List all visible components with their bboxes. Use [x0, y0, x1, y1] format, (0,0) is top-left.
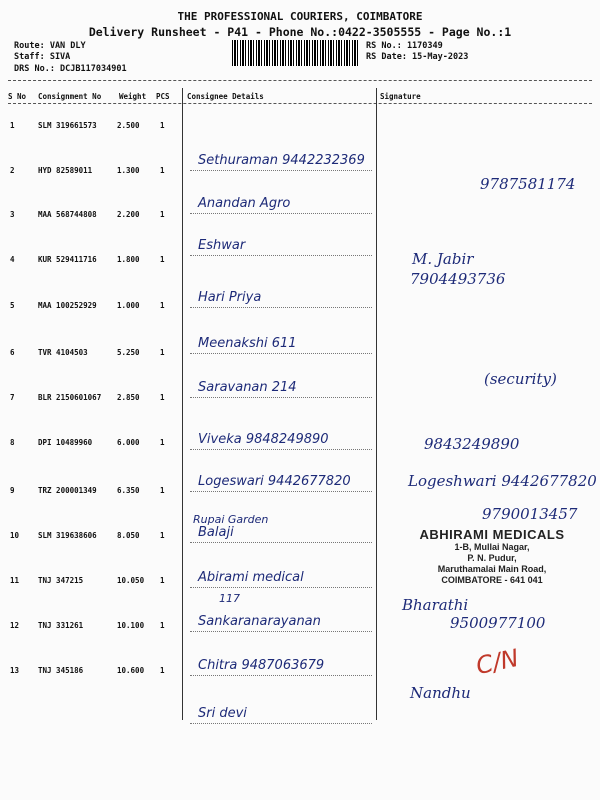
row-weight: 10.600 — [117, 666, 145, 675]
row-pcs: 1 — [160, 301, 165, 310]
shop-stamp — [392, 527, 592, 587]
consignee-underline — [190, 255, 372, 256]
row-signature: M. Jabir — [412, 250, 474, 268]
row-sno: 5 — [10, 301, 15, 310]
row-sno: 13 — [10, 666, 20, 675]
row-pcs: 1 — [160, 621, 165, 630]
row-sno: 4 — [10, 255, 15, 264]
row-consignment-no: BLR 2150601067 — [38, 393, 102, 402]
row-consignee: Abirami medical — [198, 570, 304, 585]
row-pcs: 1 — [160, 576, 165, 585]
row-pcs: 1 — [160, 166, 165, 175]
row-sno: 2 — [10, 166, 15, 175]
row-weight: 1.300 — [117, 166, 140, 175]
row-signature: Bharathi — [402, 596, 469, 614]
consignee-underline — [190, 723, 372, 724]
row-weight: 8.050 — [117, 531, 140, 540]
row-weight: 10.050 — [117, 576, 145, 585]
row-consignee: Balaji — [198, 525, 234, 540]
drs-label: DRS No.: DCJB117034901 — [14, 64, 127, 74]
row-pcs: 1 — [160, 121, 165, 130]
row9-address-note: Rupai Garden — [193, 513, 269, 526]
row-consignment-no: TNJ 345186 — [38, 666, 84, 675]
consignee-underline — [190, 449, 372, 450]
row-sno: 7 — [10, 393, 15, 402]
row-weight: 2.500 — [117, 121, 140, 130]
row-weight: 2.200 — [117, 210, 140, 219]
row-consignee: Logeswari 9442677820 — [198, 474, 351, 489]
row-consignment-no: DPI 10489960 — [38, 438, 93, 447]
stamp-line-4: COIMBATORE - 641 041 — [441, 575, 543, 585]
consignee-underline — [190, 542, 372, 543]
row-consignment-no: MAA 568744808 — [38, 210, 97, 219]
rs-number: RS No.: 1170349 — [366, 41, 443, 51]
company-title: THE PROFESSIONAL COURIERS, COIMBATORE — [177, 10, 423, 23]
row-consignment-no: KUR 529411716 — [38, 255, 97, 264]
row-consignment-no: TNJ 331261 — [38, 621, 84, 630]
row-sno: 12 — [10, 621, 20, 630]
row-sno: 9 — [10, 486, 15, 495]
row-pcs: 1 — [160, 666, 165, 675]
col-weight: Weight — [119, 92, 147, 101]
row-consignment-no: TRZ 200001349 — [38, 486, 97, 495]
row-sno: 6 — [10, 348, 15, 357]
row-signature: 9500977100 — [450, 614, 546, 632]
stamp-line-3: Maruthamalai Main Road, — [437, 564, 547, 574]
row-signature: 9790013457 — [482, 505, 578, 523]
row-signature: 7904493736 — [410, 270, 506, 288]
col-sno: S No — [8, 92, 27, 101]
row-weight: 2.850 — [117, 393, 140, 402]
consignee-underline — [190, 353, 372, 354]
row-consignment-no: SLM 319638606 — [38, 531, 97, 540]
stamp-line-1: 1-B, Mullai Nagar, — [454, 542, 530, 552]
consignee-underline — [190, 397, 372, 398]
row-weight: 10.100 — [117, 621, 145, 630]
row-consignment-no: HYD 82589011 — [38, 166, 93, 175]
row-consignment-no: MAA 100252929 — [38, 301, 97, 310]
row-signature: Nandhu — [410, 684, 471, 702]
row-signature: 9787581174 — [480, 175, 576, 193]
row11-number-note: 117 — [219, 592, 240, 605]
row-consignment-no: SLM 319661573 — [38, 121, 97, 130]
row-consignee: Sethuraman 9442232369 — [198, 153, 365, 168]
consignee-underline — [190, 587, 372, 588]
row-consignee: Eshwar — [198, 238, 246, 253]
row-consignment-no: TVR 4104503 — [38, 348, 88, 357]
row-consignee: Hari Priya — [198, 290, 262, 305]
row-pcs: 1 — [160, 486, 165, 495]
consignee-underline — [190, 631, 372, 632]
consignee-underline — [190, 213, 372, 214]
cn-annotation: C/N — [473, 643, 522, 681]
row-weight: 1.000 — [117, 301, 140, 310]
consignee-underline — [190, 491, 372, 492]
consignee-underline — [190, 675, 372, 676]
stamp-line-2: P. N. Pudur, — [467, 553, 517, 563]
row-pcs: 1 — [160, 438, 165, 447]
row-consignee: Sri devi — [198, 706, 247, 721]
consignee-underline — [190, 170, 372, 171]
col-pcs: PCS — [156, 92, 170, 101]
row-weight: 6.350 — [117, 486, 140, 495]
row-sno: 3 — [10, 210, 15, 219]
row-sno: 1 — [10, 121, 15, 130]
row-consignee: Sankaranarayanan — [198, 614, 321, 629]
consignee-underline — [190, 307, 372, 308]
row-consignee: Meenakshi 611 — [198, 336, 297, 351]
runsheet-title: Delivery Runsheet - P41 - Phone No.:0422-3505555 - Page No.:1 — [88, 25, 512, 39]
row-sno: 10 — [10, 531, 20, 540]
divider-header — [8, 103, 592, 104]
row-weight: 6.000 — [117, 438, 140, 447]
row-pcs: 1 — [160, 348, 165, 357]
row-sno: 11 — [10, 576, 20, 585]
staff-label: Staff: SIVA — [14, 52, 71, 62]
row-pcs: 1 — [160, 255, 165, 264]
row-consignee: Viveka 9848249890 — [198, 432, 329, 447]
row-sno: 8 — [10, 438, 15, 447]
row-consignment-no: TNJ 347215 — [38, 576, 84, 585]
stamp-name: ABHIRAMI MEDICALS — [419, 527, 565, 542]
row-pcs: 1 — [160, 531, 165, 540]
col-consignee: Consignee Details — [187, 92, 264, 101]
row-weight: 5.250 — [117, 348, 140, 357]
row-pcs: 1 — [160, 393, 165, 402]
row-consignee: Chitra 9487063679 — [198, 658, 325, 673]
col-consignment: Consignment No — [38, 92, 102, 101]
row-signature: Logeshwari 9442677820 — [408, 472, 597, 490]
row-signature: (security) — [484, 370, 557, 388]
route-label: Route: VAN DLY — [14, 41, 86, 51]
rs-date: RS Date: 15-May-2023 — [366, 52, 469, 62]
row-consignee: Anandan Agro — [198, 196, 291, 211]
column-line-left — [182, 88, 183, 720]
row-signature: 9843249890 — [424, 435, 520, 453]
divider-top — [8, 80, 592, 81]
col-signature: Signature — [380, 92, 421, 101]
column-line-right — [376, 88, 377, 720]
barcode-image — [232, 40, 359, 66]
row-consignee: Saravanan 214 — [198, 380, 297, 395]
row-weight: 1.800 — [117, 255, 140, 264]
row-pcs: 1 — [160, 210, 165, 219]
